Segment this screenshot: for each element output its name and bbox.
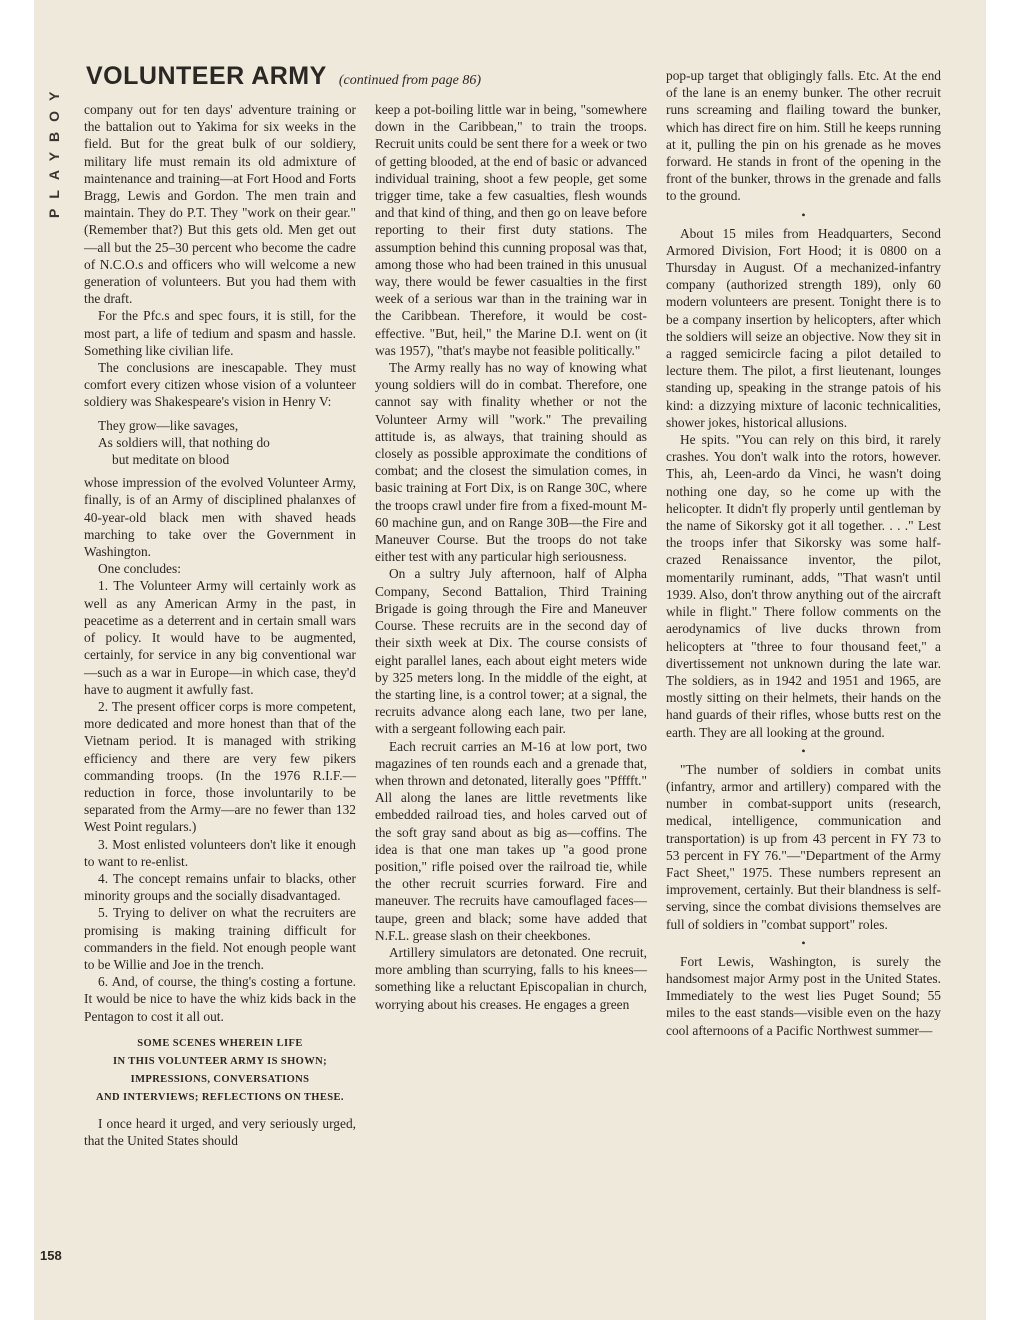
paragraph: Artillery simulators are detonated. One recruit, more ambling than scurrying, falls to his knees—something like a reluctant Episcopalian in church, worrying about his creases. He engages a green (375, 944, 647, 1012)
paragraph: About 15 miles from Headquarters, Second Armored Division, Fort Hood; it is 0800 on a Thursday in August. Of a mechanized-infantry company (authorized strength 189), only 60 modern volunteers are present. Tonight there is to be a company insertion by helicopters, after which the soldiers will seize an objective. Now they sit in a ragged semicircle facing a pilot detailed to lecture them. The pilot, a first lieutenant, lounges standing up, speaking in the strange patois of his kind: a dizzying mixture of laconic technicalities, shower jokes, historical allusions. (666, 225, 941, 430)
paragraph: On a sultry July afternoon, half of Alpha Company, Second Battalion, Third Training Brigade is going through the Fire and Maneuver Course. These recruits are in the second day of their sixth week at Dix. The course consists of eight parallel lanes, each about eight meters wide by 325 meters long. In the middle of the eight, at the starting line, is a control tower; at a signal, the recruits advance along each lane, two per lane, with a sergeant following each pair. (375, 566, 647, 737)
paragraph: The conclusions are inescapable. They must comfort every citizen whose vision of a volunteer soldiery was Shakespeare's vision in Henry V: (84, 360, 356, 410)
continuation-note: (continued from page 86) (338, 73, 481, 88)
conclusion-item: 6. And, of course, the thing's costing a fortune. It would be nice to have the whiz kids back in the Pentagon to cost it all out. (84, 974, 356, 1024)
text-column-2 (375, 101, 647, 1013)
article-title: VOLUNTEER ARMY (86, 62, 327, 90)
paragraph: "The number of soldiers in combat units (infantry, armor and artillery) compared with the number in combat-support units (research, medical, intelligence, communication and transportation) is up from 43 percent in FY 73 to 53 percent in FY 76."—"Department of the Army Fact Sheet," 1975. These numbers represent an improvement, certainly. But their blandness is self-serving, since the combat divisions themselves are full of soldiers in "combat support" roles. (666, 761, 941, 932)
section-caption (84, 1035, 356, 1107)
paragraph: whose impression of the evolved Volunteer Army, finally, is of an Army of disciplined phalanxes of 40-year-old black men with shaved heads marching to take over the Government in Washington. (84, 475, 356, 560)
caption-line: IMPRESSIONS, CONVERSATIONS (130, 1073, 310, 1085)
section-separator: • (801, 207, 806, 222)
paragraph: He spits. "You can rely on this bird, it rarely crashes. You don't walk into the rotors, however. This, ah, Leen-ardo da Vinci, he wasn't doing nothing one day, so he come up with the helicopter. It didn't fly properly until gentleman by the name of Sikorsky got it all together. . . ." Lest the troops infer that Sikorsky was some half-crazed Renaissance inventor, the pilot, momentarily ruminant, adds, "That wasn't until 1939. Also, don't throw anything out of the aircraft while in flight." There follow comments on the aerodynamics of live ducks thrown from helicopters at "three to four thousand feet," a divertissement not unknown during the late war. The soldiers, as in 1942 and 1951 and 1965, are mostly sitting on their helmets, their hands on the hand guards of their rifles, whose butts rest on the earth. They are all looking at the ground. (666, 432, 941, 740)
conclusion-item: 2. The present officer corps is more competent, more dedicated and more honest than that of the Vietnam period. It is managed with striking efficiency and there are very few pikers commanding troops. (In the 1976 R.I.F.—reduction in force, those involuntarily to be separated from the Army—are no fewer than 132 West Point regulars.) (84, 698, 356, 835)
paragraph: Each recruit carries an M-16 at low port, two magazines of ten rounds each and a grenade that, when thrown and detonated, literally goes "Pfffft." All along the lanes are little revetments like embedded railroad ties, and holes carved out of the soft gray sand about as big as—coffins. The idea is that one man takes up "a good prone position," rifle poised over the railroad tie, while the other recruit scurries forward. Fire and maneuver. The recruits have camouflaged faces—taupe, green and black; some have added that N.F.L. grease slash on their cheekbones. (375, 738, 647, 943)
verse-line: They grow—like savages, (98, 417, 239, 433)
page-number: 158 (40, 1248, 62, 1263)
conclusion-item: 1. The Volunteer Army will certainly work as well as any American Army in the past, in peacetime as a deterrent and in certain small wars of policy. It would have to be augmented, certainly, for service in any big conventional war—such as a war in Europe—in which case, they'd have to augment it awfully fast. (84, 578, 356, 697)
text-column-1 (84, 101, 356, 1149)
conclusion-item: 3. Most enlisted volunteers don't like it enough to want to re-enlist. (84, 836, 356, 869)
text-column-3 (666, 67, 941, 1039)
article-header (86, 62, 661, 98)
paragraph: For the Pfc.s and spec fours, it is still, for the most part, a life of tedium and spasm and hassle. Something like civilian life. (84, 308, 356, 358)
verse-quote (98, 417, 356, 469)
verse-line: but meditate on blood (112, 452, 230, 468)
paragraph: keep a pot-boiling little war in being, "somewhere down in the Caribbean," to train the troops. Recruit units could be sent there for a week or two of getting blooded, at the end of basic or advanced individual training, shoot a few people, get some trigger time, take a few casualties, flesh wounds and that kind of thing, and then go on leave before reporting to their first duty stations. The assumption behind this cunning proposal was that, among those who had been trained in this unusual way, there would be fewer casualties in the first week of a serious war than in the training war in the Caribbean. Therefore, it would be cost-effective. "But, heil," the Marine D.I. went on (it was 1957), "that's maybe not feasible politically." (375, 102, 647, 358)
paragraph: I once heard it urged, and very seriously urged, that the United States should (84, 1115, 356, 1148)
section-separator: • (801, 743, 806, 758)
paragraph: The Army really has no way of knowing what young soldiers will do in combat. Therefore, one cannot say with finality whether or not the Volunteer Army will "work." The prevailing attitude is, as always, that training should as closely as possible approximate the conditions of combat; and the closest the simulation comes, in basic training at Fort Dix, is on Range 30C, where the troops crawl under fire from a fixed-mount M-60 machine gun, and on Range 30B—the Fire and Maneuver Course. But the troops do not take either test with any particular high seriousness. (375, 360, 647, 565)
caption-line: IN THIS VOLUNTEER ARMY IS SHOWN; (113, 1055, 327, 1067)
caption-line: AND INTERVIEWS; REFLECTIONS ON THESE. (96, 1091, 344, 1103)
verse-line: As soldiers will, that nothing do (98, 434, 270, 450)
section-separator: • (801, 935, 806, 950)
paragraph: pop-up target that obligingly falls. Etc. At the end of the lane is an enemy bunker. The other recruit runs screaming and flailing toward the bunker, which has direct fire on him. Still he keeps running at it, pulling the pin on his grenade as he moves forward. He stands in front of the opening in the front of the bunker, throws in the grenade and falls to the ground. (666, 68, 941, 204)
paragraph: One concludes: (98, 561, 181, 577)
conclusion-item: 5. Trying to deliver on what the recruiters are promising is making training difficult for commanders in the field. Not enough people want to be Willie and Joe in the trench. (84, 905, 356, 972)
caption-line: SOME SCENES WHEREIN LIFE (137, 1037, 303, 1049)
magazine-name-vertical (40, 58, 70, 228)
paragraph: Fort Lewis, Washington, is surely the handsomest major Army post in the United States. Immediately to the west lies Puget Sound; 55 miles to the east stands—visible even on the hazy cool afternoons of a Pacific Northwest summer— (666, 953, 941, 1038)
paragraph: company out for ten days' adventure training or the battalion out to Yakima for six weeks in the field. But for the great bulk of our soldiery, military life must remain its old admixture of maintenance and training—at Fort Hood and Forts Bragg, Lewis and Gordon. The men train and maintain. They do P.T. They "work on their gear." (Remember that?) But this gets old. Men get out—all but the 25–30 percent who become the cadre of N.C.O.s and officers who will welcome a new generation of volunteers. But you had them with the draft. (84, 102, 356, 307)
conclusion-item: 4. The concept remains unfair to blacks, other minority groups and the socially disadvantaged. (84, 870, 356, 904)
magazine-name: PLAYBOY (46, 81, 62, 218)
